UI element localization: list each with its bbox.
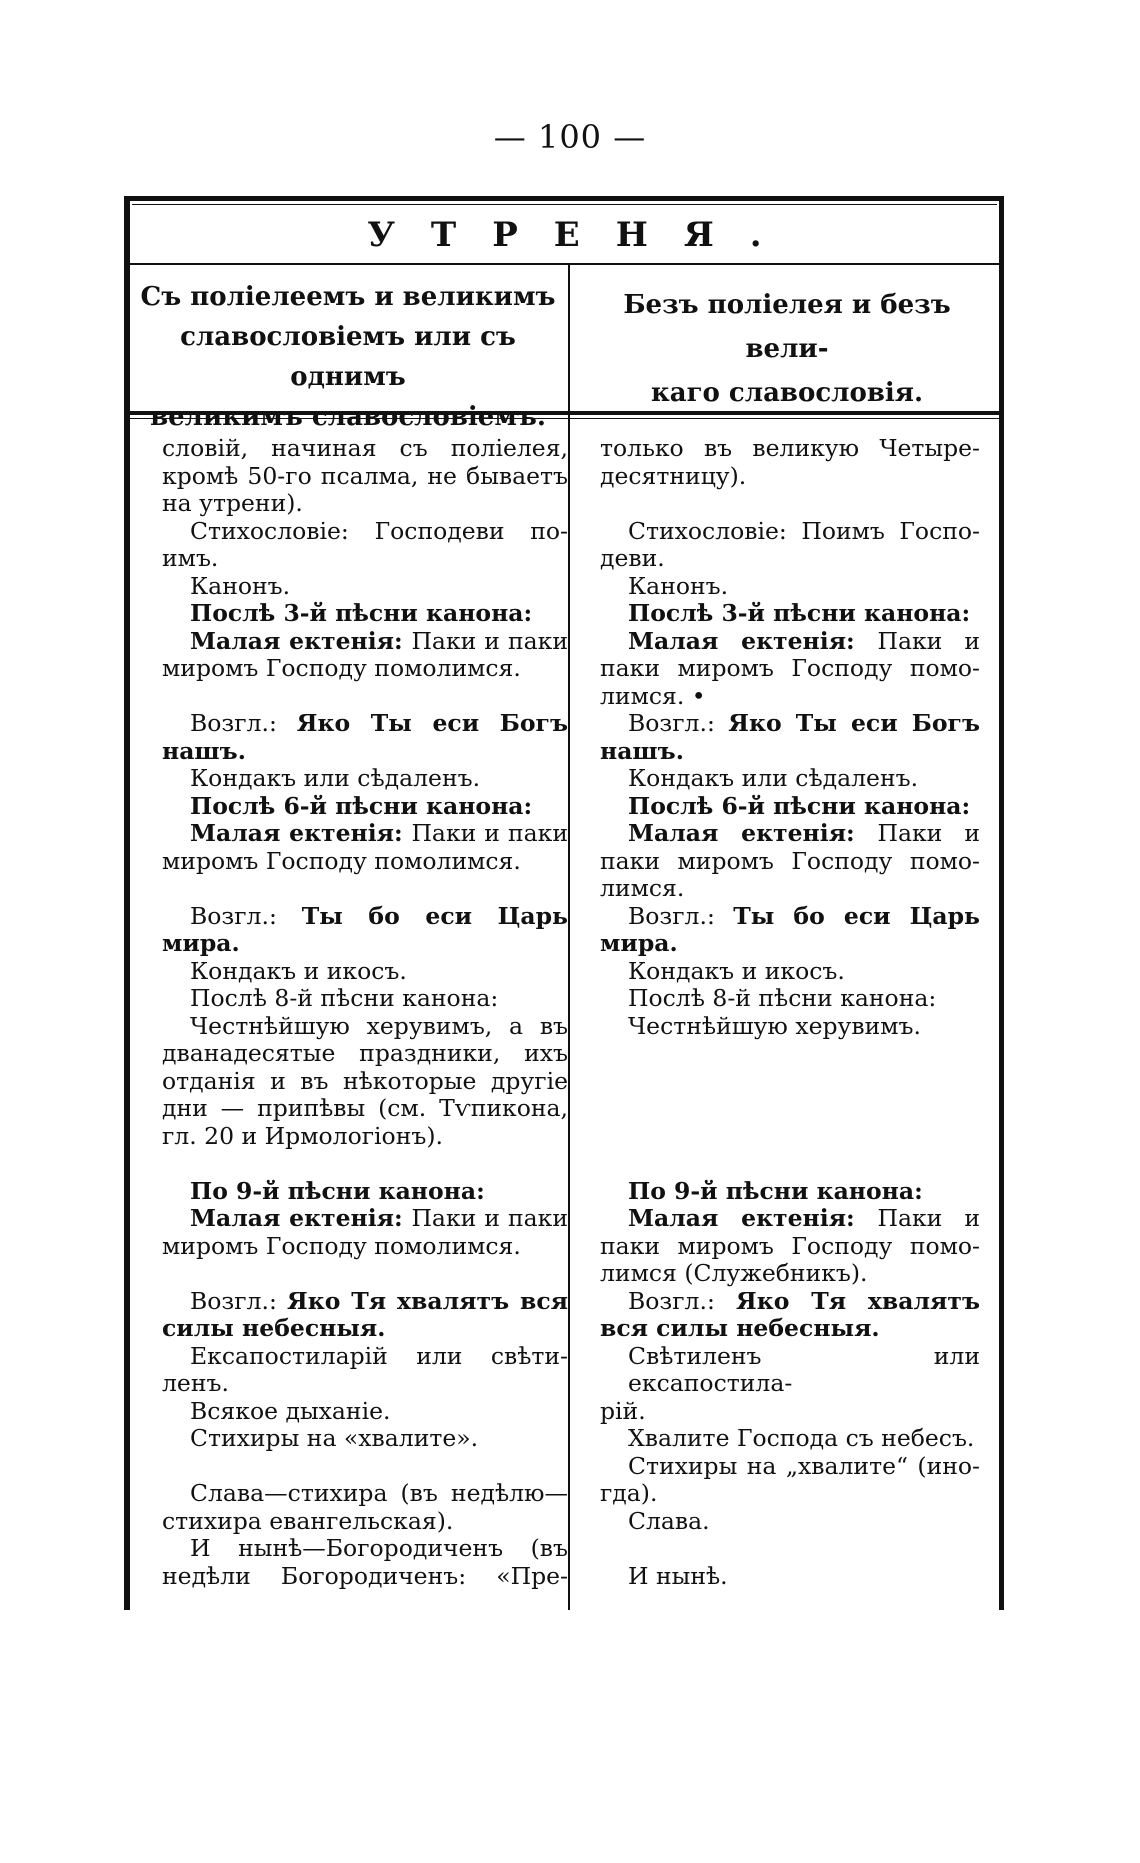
text-line: Кондакъ или сѣдаленъ.: [190, 764, 481, 792]
text-line: [162, 710, 568, 738]
text-span: Возгл.:: [628, 1286, 736, 1315]
blank-line: [600, 1040, 980, 1178]
blank-line: [600, 490, 980, 518]
text-line: Канонъ.: [190, 571, 291, 600]
text-line: Слава—стихира (въ недѣлю—: [190, 1479, 568, 1507]
header-left: [136, 277, 560, 432]
text-line: И нынѣ—Богородиченъ (въ: [190, 1534, 568, 1562]
text-line: паки миромъ Господу помо-: [600, 654, 980, 682]
text-span: Паки и паки: [411, 819, 568, 847]
text-line: [600, 903, 980, 931]
text-line: миромъ Господу помолимся.: [162, 654, 521, 682]
text-line: По 9-й пѣсни канона:: [628, 1176, 923, 1205]
text-line: [600, 710, 980, 738]
text-line: [600, 820, 980, 848]
text-line: По 9-й пѣсни канона:: [190, 1176, 485, 1205]
text-line: Честнѣйшую херувимъ.: [628, 1011, 921, 1040]
text-span: Возгл.:: [190, 1286, 288, 1315]
header-left-line: Съ поліелеемъ и великимъ: [140, 282, 556, 312]
text-line: [600, 628, 980, 656]
text-line: [162, 628, 568, 656]
text-line: десятницу).: [600, 461, 747, 490]
text-span: Возгл.:: [628, 709, 729, 737]
text-line: миромъ Господу помолимся.: [162, 846, 521, 875]
text-line: Стихословіе: Поимъ Госпо-: [628, 516, 980, 545]
blank-line: [162, 1260, 568, 1288]
text-line: мира.: [162, 929, 240, 957]
text-span: Возгл.:: [190, 709, 297, 737]
text-line: дванадесятые праздники, ихъ: [162, 1039, 568, 1067]
header-divider-thin: [130, 418, 999, 419]
text-line: Свѣтиленъ или ексапостила-: [628, 1341, 980, 1397]
text-line: Слава.: [628, 1506, 710, 1535]
text-line: лимся (Служебникъ).: [600, 1259, 868, 1287]
title-divider: [130, 263, 999, 265]
column-divider: [568, 263, 570, 1610]
header-left-line: славословіемъ или съ однимъ: [180, 322, 516, 392]
text-line: стихира евангельская).: [162, 1506, 454, 1535]
text-line: нашъ.: [600, 736, 684, 765]
text-span: Ты бо еси Царь: [733, 901, 980, 930]
text-line: Ексапостиларій или свѣти-: [190, 1341, 568, 1370]
text-line: Канонъ.: [628, 571, 729, 600]
header-right-line: каго славословія.: [650, 378, 924, 408]
text-line: недѣли Богородиченъ: «Пре-: [162, 1561, 568, 1590]
text-line: Послѣ 8-й пѣсни канона:: [628, 984, 937, 1012]
header-divider: [130, 411, 999, 415]
page-number: — 100 —: [493, 118, 647, 156]
text-line: Стихословіе: Господеви по-: [190, 516, 568, 545]
text-line: дни — припѣвы (см. Тѵпикона,: [162, 1094, 568, 1122]
text-span: Яко Ты еси Богъ: [296, 709, 568, 737]
text-span: Паки и: [877, 819, 980, 847]
text-line: только въ великую Четыре-: [600, 434, 980, 462]
text-line: отданія и въ нѣкоторые другіе: [162, 1066, 568, 1095]
text-line: [600, 1205, 980, 1233]
text-line: Хвалите Господа съ небесъ.: [628, 1424, 975, 1452]
text-line: кромѣ 50-го псалма, не бываетъ: [162, 461, 568, 490]
text-span: Паки и паки: [411, 626, 568, 655]
service-table: [124, 196, 1004, 1610]
text-line: силы небесныя.: [162, 1314, 386, 1342]
left-column-text: [162, 435, 568, 1590]
text-line: Послѣ 8-й пѣсни канона:: [190, 984, 499, 1012]
text-line: имъ.: [162, 544, 219, 572]
header-left-line: великимъ славословіемъ.: [150, 402, 546, 432]
text-line: Стихиры на „хвалите“ (ино-: [628, 1451, 980, 1480]
text-line: нашъ.: [162, 736, 246, 765]
text-line: Послѣ 3-й пѣсни канона:: [628, 599, 971, 627]
text-line: [162, 1288, 568, 1316]
blank-line: [162, 683, 568, 711]
text-line: на утрени).: [162, 489, 303, 517]
text-line: И нынѣ.: [628, 1561, 728, 1590]
text-line: [162, 820, 568, 848]
text-line: Послѣ 6-й пѣсни канона:: [190, 791, 533, 820]
text-line: Послѣ 6-й пѣсни канона:: [628, 791, 971, 820]
text-line: гл. 20 и Ирмологіонъ).: [162, 1121, 443, 1150]
text-line: Кондакъ или сѣдаленъ.: [628, 764, 919, 792]
blank-line: [600, 1535, 980, 1563]
text-span: Паки и: [877, 626, 980, 655]
header-right: [578, 277, 996, 413]
text-span: Малая ектенія:: [190, 1204, 412, 1232]
text-span: Яко Ты еси Богъ: [728, 709, 980, 737]
text-line: вся силы небесныя.: [600, 1314, 880, 1342]
text-span: Ты бо еси Царь: [301, 901, 568, 930]
text-span: Малая ектенія:: [628, 626, 878, 655]
text-line: ленъ.: [162, 1369, 229, 1397]
text-line: мира.: [600, 929, 678, 957]
text-line: Стихиры на «хвалите».: [190, 1424, 479, 1452]
text-span: Малая ектенія:: [190, 626, 412, 655]
text-line: паки миромъ Господу помо-: [600, 846, 980, 875]
text-line: [600, 1288, 980, 1316]
blank-line: [162, 1150, 568, 1178]
text-span: Паки и паки: [411, 1204, 568, 1232]
blank-line: [162, 1453, 568, 1481]
text-line: Кондакъ и икосъ.: [190, 956, 407, 985]
text-line: рій.: [600, 1396, 646, 1425]
text-line: Честнѣйшую херувимъ, а въ: [190, 1011, 568, 1040]
table-title: УТРЕНЯ.: [367, 215, 798, 255]
text-line: паки миромъ Господу помо-: [600, 1231, 980, 1260]
text-line: деви.: [600, 544, 665, 572]
header-right-line: Безъ поліелея и безъ вели-: [623, 290, 951, 364]
text-line: миромъ Господу помолимся.: [162, 1231, 521, 1260]
text-span: Яко Тя хвалятъ: [736, 1286, 980, 1315]
text-line: [162, 1205, 568, 1233]
text-span: Возгл.:: [628, 901, 734, 930]
text-line: Послѣ 3-й пѣсни канона:: [190, 599, 533, 627]
text-line: лимся.: [600, 874, 685, 902]
text-line: гда).: [600, 1479, 658, 1507]
text-span: Возгл.:: [190, 901, 302, 930]
text-line: Всякое дыханіе.: [190, 1396, 391, 1425]
right-column-text: [600, 435, 980, 1590]
text-line: словій, начиная съ поліелея,: [162, 434, 568, 462]
text-line: лимся. •: [600, 681, 706, 710]
text-span: Малая ектенія:: [190, 819, 412, 847]
text-span: Паки и: [877, 1204, 980, 1232]
text-span: Малая ектенія:: [628, 1204, 878, 1232]
text-line: Кондакъ и икосъ.: [628, 956, 845, 985]
text-span: Малая ектенія:: [628, 819, 878, 847]
text-line: [162, 903, 568, 931]
blank-line: [162, 875, 568, 903]
text-span: Яко Тя хвалятъ вся: [287, 1286, 568, 1315]
